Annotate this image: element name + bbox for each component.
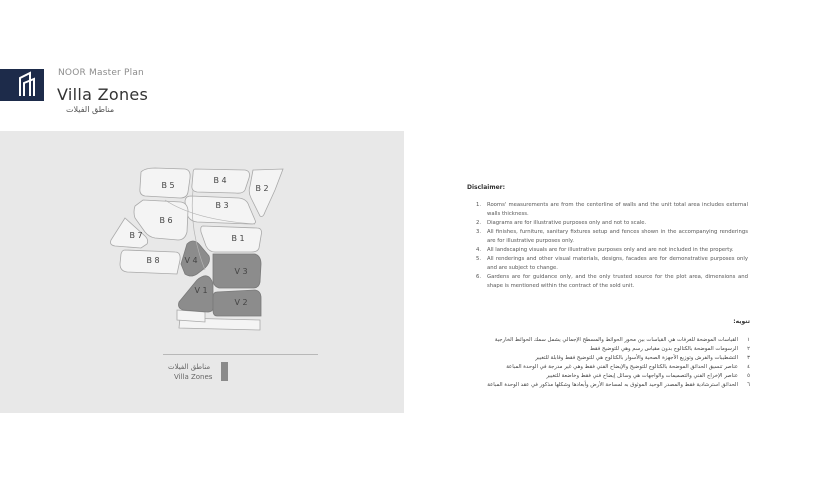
label-b8: B 8 bbox=[146, 256, 160, 265]
page-title-arabic: مناطق الفيلات bbox=[66, 105, 115, 114]
label-b2: B 2 bbox=[255, 184, 269, 193]
label-b4: B 4 bbox=[213, 176, 227, 185]
arabic-note-item: ٣ التشطيبات والفرش وتوزيع الأجهزة الصحية والأسوار بالكتالوج هي للتوضيح فقط وقابلة للتغيير bbox=[535, 355, 750, 361]
villa-zones-map bbox=[105, 160, 285, 332]
label-v2: V 2 bbox=[234, 298, 248, 307]
arabic-note-item: ٦ الحدائق استرشادية فقط والمصدر الوحيد الموثوق به لمساحة الأرض وأبعادها وشكلها مذكور في عقد الوحدة المباعة bbox=[487, 382, 750, 388]
label-v4: V 4 bbox=[184, 256, 198, 265]
disclaimer-item: 3. All finishes, furniture, sanitary fixtures setup and fences shown in the accompanying renderings are for illustrative purposes only. bbox=[476, 229, 748, 244]
arabic-notes-list bbox=[468, 336, 750, 390]
arabic-note-item: ٢ الرسومات الموضحة بالكتالوج بدون مقياس رسم وهي للتوضيح فقط bbox=[590, 346, 750, 352]
arabic-note-item: ٤ عناصر تنسيق الحدائق الموضحة بالكتالوج للتوضيح والإيضاح الفني فقط وهي غير مدرجة في الوحدة المباعة bbox=[506, 364, 750, 370]
label-b5: B 5 bbox=[161, 181, 175, 190]
label-b1: B 1 bbox=[231, 234, 245, 243]
label-b6: B 6 bbox=[159, 216, 173, 225]
arabic-note-item: ١ القياسات الموضحة للغرفات هي القياسات بين محور الحوائط والمسطح الإجمالي يشمل سمك الحوائط الخارجية bbox=[494, 337, 750, 343]
building-logo-icon bbox=[0, 69, 44, 101]
page-title: Villa Zones bbox=[57, 85, 149, 104]
label-b7: B 7 bbox=[129, 231, 143, 240]
label-v3: V 3 bbox=[234, 267, 248, 276]
legend-label-arabic: مناطق الفيلات bbox=[168, 363, 211, 371]
disclaimer-item: 6. Gardens are for guidance only, and the only trusted source for the plot area, dimensions and shape is mentioned within the contract of the sold unit. bbox=[476, 274, 748, 289]
arabic-notes-title: تنويه: bbox=[733, 318, 750, 325]
legend-divider bbox=[163, 354, 318, 355]
disclaimer-item: 1. Rooms' measurements are from the centerline of walls and the unit total area includes external walls thickness. bbox=[476, 202, 748, 217]
brand-logo bbox=[0, 69, 44, 101]
disclaimer-item: 2. Diagrams are for illustrative purposes only and not to scale. bbox=[476, 220, 647, 226]
legend-swatch bbox=[221, 362, 228, 381]
label-b3: B 3 bbox=[215, 201, 229, 210]
label-v1: V 1 bbox=[194, 286, 208, 295]
project-subtitle: NOOR Master Plan bbox=[58, 68, 144, 78]
disclaimer-item: 4. All landscaping visuals are for illustrative purposes only and are not included in the property. bbox=[476, 247, 734, 253]
disclaimer-item: 5. All renderings and other visual materials, designs, facades are for demonstrative purposes only and are subject to change. bbox=[476, 256, 748, 271]
disclaimer-list bbox=[476, 201, 748, 291]
disclaimer-title: Disclaimer: bbox=[467, 184, 506, 191]
arabic-note-item: ٥ عناصر الإخراج الفني والتصميمات والواجهات هي وسائل إيضاح فني فقط وخاضعة للتغيير bbox=[546, 373, 750, 379]
legend-label: Villa Zones bbox=[174, 373, 213, 381]
